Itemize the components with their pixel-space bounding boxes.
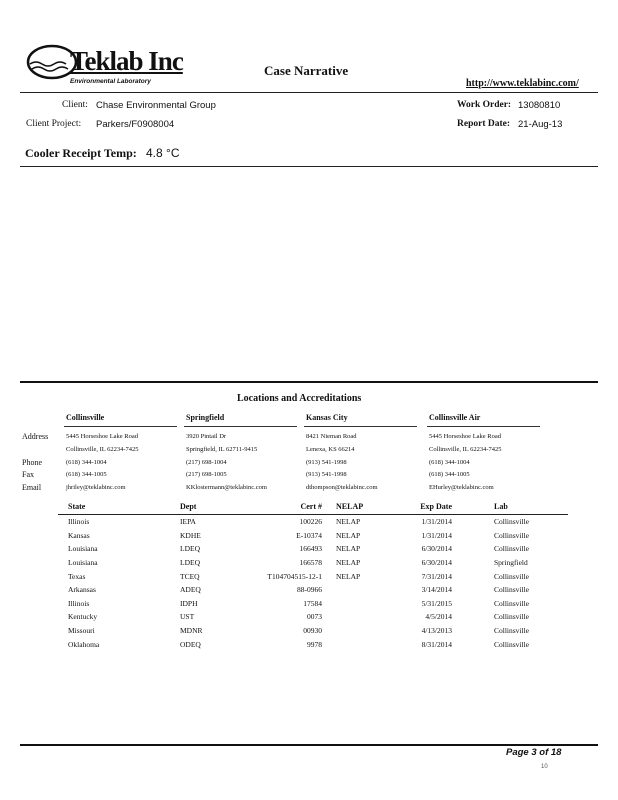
cell-cert: 00930 [303, 626, 322, 636]
table-row [58, 529, 568, 543]
location-divider [184, 426, 297, 427]
address-label: Address [22, 432, 49, 441]
email-value[interactable]: EHurley@teklabinc.com [429, 484, 494, 491]
cell-state: Kentucky [68, 612, 98, 622]
cell-state: Missouri [68, 626, 95, 636]
report-date-value: 21-Aug-13 [518, 119, 563, 130]
cell-exp-date: 6/30/2014 [421, 558, 452, 568]
cell-cert: E-10374 [296, 530, 322, 540]
cell-nelap [322, 624, 392, 638]
cell-cert: 100226 [299, 517, 322, 527]
cell-dept: IDPH [180, 598, 198, 608]
address-line2: Lenexa, KS 66214 [306, 446, 355, 453]
col-header-dept: Dept [180, 502, 252, 515]
cell-lab: Collinsville [494, 626, 530, 636]
cell-state: Illinois [68, 598, 90, 608]
cell-lab: Collinsville [494, 571, 530, 581]
cell-cert: 0073 [307, 612, 322, 622]
cell-state: Oklahoma [68, 639, 100, 649]
cell-exp-date: 7/31/2014 [421, 571, 452, 581]
cell-lab: Collinsville [494, 544, 530, 554]
cell-dept: UST [180, 612, 195, 622]
website-link[interactable]: http://www.teklabinc.com/ [466, 78, 579, 89]
cell-exp-date: 4/5/2014 [425, 612, 452, 622]
table-row [58, 610, 568, 624]
cell-state: Arkansas [68, 585, 96, 595]
cell-cert: 17584 [303, 598, 322, 608]
cell-lab: Collinsville [494, 530, 530, 540]
cooler-temp-label: Cooler Receipt Temp: [25, 146, 137, 160]
table-row [58, 597, 568, 611]
cell-cert: 9978 [307, 639, 322, 649]
cell-nelap: NELAP [336, 530, 361, 540]
cell-nelap: NELAP [336, 517, 361, 527]
client-project-label: Client Project: [26, 119, 82, 129]
phone-value: (913) 541-1998 [306, 459, 347, 466]
address-line1: 3920 Pintail Dr [186, 433, 227, 440]
header-rule [20, 92, 598, 93]
work-order-label: Work Order: [457, 100, 512, 110]
address-line1: 5445 Horseshoe Lake Road [66, 433, 139, 440]
cell-lab: Springfield [494, 558, 528, 568]
cell-state: Texas [68, 571, 86, 581]
address-line1: 5445 Horseshoe Lake Road [429, 433, 502, 440]
email-value[interactable]: dthompson@teklabinc.com [306, 484, 378, 491]
cell-cert: 166578 [299, 558, 322, 568]
phone-value: (217) 698-1004 [186, 459, 227, 466]
cell-state: Kansas [68, 530, 90, 540]
cell-dept: ADEQ [180, 585, 201, 595]
client-label: Client: [62, 100, 88, 110]
cell-exp-date: 5/31/2015 [421, 598, 452, 608]
col-header-cert: Cert # [252, 502, 322, 515]
table-row [58, 624, 568, 638]
col-header-lab: Lab [452, 502, 568, 515]
page-title: Case Narrative [264, 63, 349, 78]
accreditations-body [58, 515, 568, 651]
cell-dept: MDNR [180, 626, 203, 636]
fax-value: (217) 698-1005 [186, 471, 227, 478]
fax-value: (913) 541-1998 [306, 471, 347, 478]
cell-nelap: NELAP [336, 558, 361, 568]
cell-cert: T104704515-12-1 [267, 571, 322, 581]
email-value[interactable]: KKlostermann@teklabinc.com [186, 484, 267, 491]
cell-dept: KDHE [180, 530, 201, 540]
cell-exp-date: 4/13/2013 [421, 626, 452, 636]
cell-exp-date: 8/31/2014 [421, 639, 452, 649]
work-order-value: 13080810 [518, 100, 561, 111]
cell-nelap: NELAP [336, 571, 361, 581]
col-header-state: State [58, 502, 180, 515]
logo-subtitle: Environmental Laboratory [70, 78, 151, 85]
location-divider [304, 426, 417, 427]
cell-exp-date: 1/31/2014 [421, 530, 452, 540]
cell-state: Louisiana [68, 544, 98, 554]
cell-lab: Collinsville [494, 517, 530, 527]
page-number: Page 3 of 18 [506, 747, 562, 758]
cell-dept: LDEQ [180, 558, 200, 568]
page-id: 10 [541, 764, 548, 770]
table-row [58, 556, 568, 570]
table-header-row [58, 502, 568, 515]
table-row [58, 542, 568, 556]
location-name-collinsville-air: Collinsville Air [429, 413, 481, 422]
cell-state: Illinois [68, 517, 90, 527]
table-row [58, 637, 568, 651]
address-line2: Springfield, IL 62711-9415 [186, 446, 258, 453]
cell-nelap: NELAP [336, 544, 361, 554]
fax-value: (618) 344-1005 [66, 471, 107, 478]
cell-nelap [322, 637, 392, 651]
cell-dept: IEPA [180, 517, 196, 527]
locations-top-rule [20, 381, 598, 383]
cell-dept: ODEQ [180, 639, 201, 649]
cell-cert: 166493 [299, 544, 322, 554]
address-line2: Collinsville, IL 62234-7425 [429, 446, 502, 453]
cooler-temp-value: 4.8 °C [146, 146, 180, 160]
cell-exp-date: 3/14/2014 [421, 585, 452, 595]
location-divider [427, 426, 540, 427]
accreditations-table [58, 502, 568, 651]
cell-exp-date: 1/31/2014 [421, 517, 452, 527]
report-date-label: Report Date: [457, 119, 511, 129]
cell-cert: 88-0966 [297, 585, 322, 595]
location-divider [64, 426, 177, 427]
location-name-kansas-city: Kansas City [306, 413, 348, 422]
col-header-exp-date: Exp Date [392, 502, 452, 515]
locations-title: Locations and Accreditations [237, 393, 362, 404]
cell-exp-date: 6/30/2014 [421, 544, 452, 554]
table-row [58, 583, 568, 597]
fax-label: Fax [22, 470, 34, 479]
phone-value: (618) 344-1004 [66, 459, 107, 466]
table-row [58, 569, 568, 583]
email-label: Email [22, 483, 42, 492]
address-line2: Collinsville, IL 62234-7425 [66, 446, 139, 453]
cell-nelap [322, 597, 392, 611]
cell-lab: Collinsville [494, 639, 530, 649]
cooler-rule [20, 166, 598, 167]
fax-value: (618) 344-1005 [429, 471, 470, 478]
cell-dept: LDEQ [180, 544, 200, 554]
phone-label: Phone [22, 458, 42, 467]
location-name-springfield: Springfield [186, 413, 225, 422]
cell-nelap [322, 583, 392, 597]
cell-lab: Collinsville [494, 598, 530, 608]
client-value: Chase Environmental Group [96, 100, 216, 111]
footer-rule [20, 744, 598, 746]
phone-value: (618) 344-1004 [429, 459, 470, 466]
location-name-collinsville: Collinsville [66, 413, 105, 422]
cell-lab: Collinsville [494, 612, 530, 622]
address-line1: 8421 Nieman Road [306, 433, 357, 440]
table-row [58, 515, 568, 529]
logo-name: Teklab Inc [70, 46, 183, 76]
client-project-value: Parkers/F0908004 [96, 119, 175, 130]
cell-nelap [322, 610, 392, 624]
col-header-nelap: NELAP [322, 502, 392, 515]
cell-dept: TCEQ [180, 571, 200, 581]
email-value[interactable]: jhriley@teklabinc.com [66, 484, 126, 491]
cell-state: Louisiana [68, 558, 98, 568]
cell-lab: Collinsville [494, 585, 530, 595]
